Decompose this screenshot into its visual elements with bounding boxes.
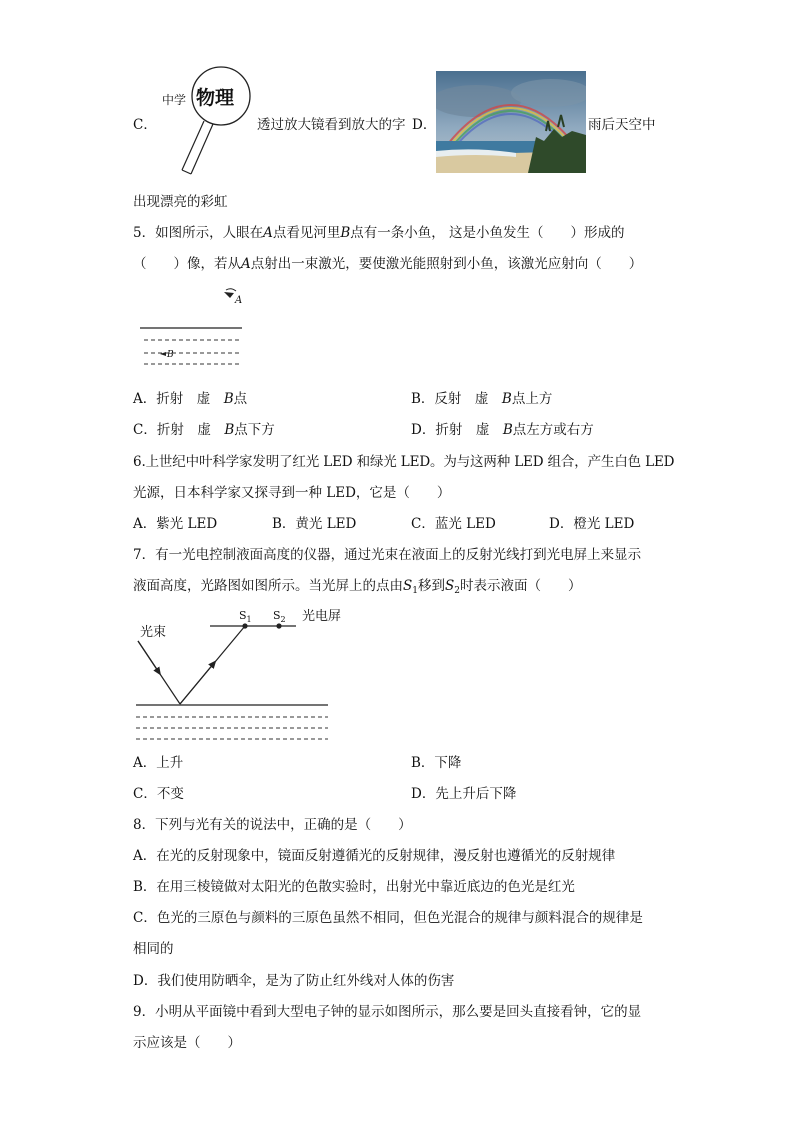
q6-option-b[interactable]: B．黄光 LED xyxy=(272,516,357,532)
q8-option-d[interactable]: D．我们使用防晒伞，是为了防止红外线对人体的伤害 xyxy=(133,973,455,989)
q4-option-c-text: 透过放大镜看到放大的字 xyxy=(257,117,406,133)
q9-stem-line1: 9．小明从平面镜中看到大型电子钟的显示如图所示，那么要是回头直接看钟，它的显 xyxy=(133,1004,642,1020)
magnifier-big-text: 物理 xyxy=(196,87,235,109)
q4-option-d-label: D． xyxy=(412,117,437,133)
magnifier-handle xyxy=(182,121,213,174)
q7-figure-screen-label: 光电屏 xyxy=(302,609,342,624)
q7-option-c[interactable]: C．不变 xyxy=(133,786,184,802)
q7-figure-s2-label: $S_2$ xyxy=(273,609,286,624)
magnifier-figure xyxy=(158,66,254,178)
magnifier-small-text: 中学 xyxy=(162,93,187,107)
q4-option-d-text-a: 雨后天空中 xyxy=(588,117,656,133)
q6-stem-line2: 光源，日本科学家又探寻到一种 LED，它是（ ） xyxy=(133,485,451,501)
q5-stem-line1: 5．如图所示，人眼在A点看见河里B点有一条小鱼， 这是小鱼发生（ ）形成的 xyxy=(133,225,625,241)
q5-option-c[interactable]: C．折射 虚 B点下方 xyxy=(133,422,275,438)
q8-option-c-line1[interactable]: C．色光的三原色与颜料的三原色虽然不相同，但色光混合的规律与颜料混合的规律是 xyxy=(133,910,643,926)
q9-stem-line2: 示应该是（ ） xyxy=(133,1035,241,1051)
q8-option-b[interactable]: B．在用三棱镜做对太阳光的色散实验时，出射光中靠近底边的色光是红光 xyxy=(133,879,575,895)
q7-stem-line2: 液面高度，光路图如图所示。当光屏上的点由$S_1$移到$S_2$时表示液面（ ） xyxy=(133,578,582,596)
q7-option-d[interactable]: D．先上升后下降 xyxy=(411,786,517,802)
q5-figure xyxy=(138,284,250,370)
q4-option-d-text-b: 出现漂亮的彩虹 xyxy=(133,194,228,210)
q7-figure xyxy=(134,604,350,744)
eye-icon xyxy=(224,292,234,298)
q7-option-b[interactable]: B．下降 xyxy=(411,755,462,771)
q5-option-a[interactable]: A．折射 虚 B点 xyxy=(133,391,248,407)
q7-figure-beam-label: 光束 xyxy=(140,625,167,640)
q6-option-d[interactable]: D．橙光 LED xyxy=(549,516,635,532)
q5-figure-label-b: B xyxy=(167,350,174,360)
q5-stem-line2: （ ）像，若从A点射出一束激光，要使激光能照射到小鱼，该激光应射向（ ） xyxy=(133,256,643,272)
q6-option-a[interactable]: A．紫光 LED xyxy=(133,516,218,532)
q7-option-a[interactable]: A．上升 xyxy=(133,755,184,771)
q7-figure-s1-label: $S_1$ xyxy=(239,609,252,624)
q6-option-c[interactable]: C．蓝光 LED xyxy=(411,516,496,532)
q5-option-d[interactable]: D．折射 虚 B点左方或右方 xyxy=(411,422,594,438)
q5-figure-label-a: A xyxy=(235,295,243,306)
q4-option-c-label: C． xyxy=(133,117,157,133)
q8-option-a[interactable]: A．在光的反射现象中，镜面反射遵循光的反射规律，漫反射也遵循光的反射规律 xyxy=(133,848,616,864)
q8-stem: 8．下列与光有关的说法中，正确的是（ ） xyxy=(133,817,412,833)
point-s2 xyxy=(276,623,281,628)
q5-option-b[interactable]: B．反射 虚 B点上方 xyxy=(411,391,553,407)
q6-stem-line1: 6.上世纪中叶科学家发明了红光 LED 和绿光 LED。为与这两种 LED 组合，产生白色 LED xyxy=(133,454,675,470)
rainbow-photo xyxy=(436,71,586,173)
q8-option-c-line2[interactable]: 相同的 xyxy=(133,941,174,957)
q7-stem-line1: 7．有一光电控制液面高度的仪器，通过光束在液面上的反射光线打到光电屏上来显示 xyxy=(133,547,642,563)
